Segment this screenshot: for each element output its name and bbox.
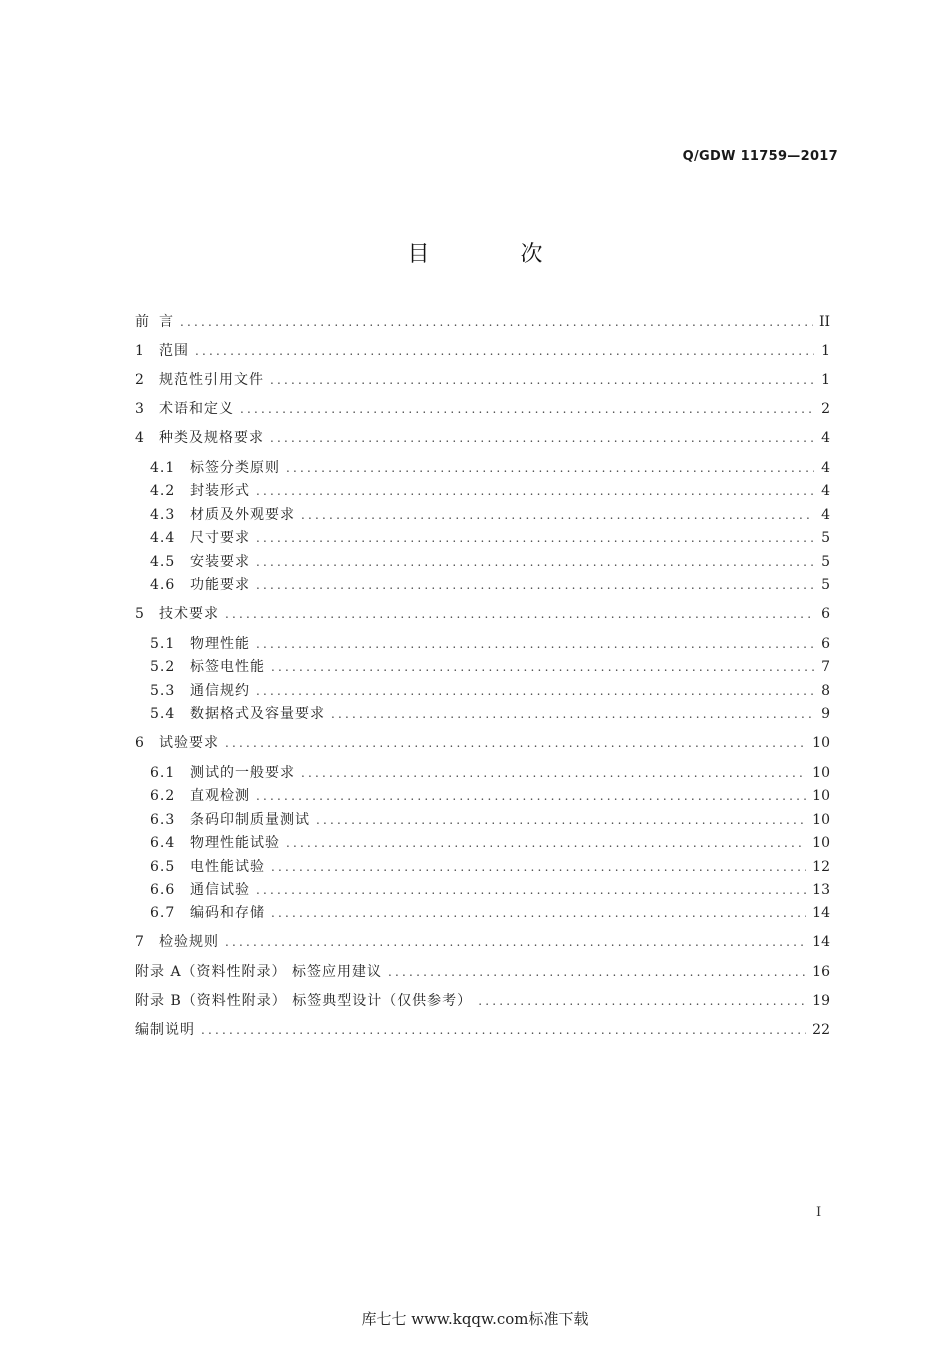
toc-entry-page: 22	[812, 1022, 830, 1038]
toc-entry-page: 5	[821, 554, 830, 570]
toc-entry-label: 尺寸要求	[190, 530, 250, 546]
toc-entry-page: 1	[821, 343, 830, 359]
toc-entry-number: 5.3	[150, 683, 176, 699]
toc-entry-number: 5	[135, 606, 144, 622]
toc-entry-page: 6	[821, 636, 830, 652]
toc-entry-label: 规范性引用文件	[159, 372, 264, 388]
toc-entry-page: 9	[821, 706, 830, 722]
toc-entry-label: 技术要求	[159, 606, 219, 622]
toc-entry[interactable]	[150, 505, 830, 525]
toc-entry-page: 10	[812, 765, 830, 781]
toc-entry[interactable]	[150, 552, 830, 572]
toc-entry-label: 材质及外观要求	[190, 507, 295, 523]
toc-dot-leader	[256, 786, 806, 806]
toc-entry[interactable]	[135, 991, 830, 1011]
toc-dot-leader	[225, 604, 814, 624]
toc-entry[interactable]	[135, 341, 830, 361]
toc-entry-number: 6.4	[150, 835, 176, 851]
toc-entry-label: 附录 A（资料性附录） 标签应用建议	[135, 964, 383, 980]
toc-entry[interactable]	[135, 733, 830, 753]
toc-entry-label: 标签分类原则	[190, 460, 280, 476]
toc-entry-label: 检验规则	[159, 934, 219, 950]
toc-entry-page: 8	[821, 683, 830, 699]
toc-dot-leader	[301, 505, 814, 525]
toc-entry-label: 试验要求	[159, 735, 219, 751]
toc-entry-number: 6	[135, 735, 144, 751]
toc-entry[interactable]	[150, 657, 830, 677]
toc-dot-leader	[225, 733, 806, 753]
toc-dot-leader	[256, 575, 814, 595]
toc-entry-page: 6	[821, 606, 830, 622]
toc-dot-leader	[271, 657, 814, 677]
toc-entry-number: 6.7	[150, 905, 176, 921]
toc-entry-label: 术语和定义	[159, 401, 234, 417]
toc-entry-number: 4.2	[150, 483, 176, 499]
toc-entry-number: 6.1	[150, 765, 176, 781]
toc-entry-label: 安装要求	[190, 554, 250, 570]
toc-entry[interactable]	[135, 962, 830, 982]
toc-entry-label: 直观检测	[190, 788, 250, 804]
toc-entry[interactable]	[150, 903, 830, 923]
toc-entry-label: 封装形式	[190, 483, 250, 499]
toc-entry-label: 通信规约	[190, 683, 250, 699]
toc-entry-page: 7	[821, 659, 830, 675]
toc-entry-label: 测试的一般要求	[190, 765, 295, 781]
toc-entry-page: 1	[821, 372, 830, 388]
toc-entry-page: 4	[821, 430, 830, 446]
toc-dot-leader	[256, 528, 814, 548]
toc-dot-leader	[256, 681, 814, 701]
toc-entry-page: 10	[812, 788, 830, 804]
toc-entry-label: 物理性能	[190, 636, 250, 652]
page-number: I	[816, 1205, 822, 1220]
toc-dot-leader	[256, 634, 814, 654]
toc-dot-leader	[270, 428, 814, 448]
toc-entry[interactable]	[150, 528, 830, 548]
toc-entry-number: 6.6	[150, 882, 176, 898]
toc-entry-label: 物理性能试验	[190, 835, 280, 851]
toc-entry-label: 条码印制质量测试	[190, 812, 310, 828]
toc-entry-page: 4	[821, 460, 830, 476]
toc-entry[interactable]	[150, 810, 830, 830]
toc-dot-leader	[286, 458, 814, 478]
toc-entry-label: 编码和存储	[190, 905, 265, 921]
toc-dot-leader	[286, 833, 806, 853]
standard-code: Q/GDW 11759—2017	[682, 149, 838, 164]
toc-entry[interactable]	[150, 786, 830, 806]
toc-entry-number: 4.3	[150, 507, 176, 523]
toc-entry[interactable]	[150, 681, 830, 701]
toc-entry[interactable]	[150, 857, 830, 877]
toc-entry-page: 4	[821, 507, 830, 523]
toc-dot-leader	[225, 932, 806, 952]
toc-entry[interactable]	[150, 704, 830, 724]
toc-dot-leader	[240, 399, 814, 419]
toc-dot-leader	[316, 810, 806, 830]
toc-entry-page: 13	[812, 882, 830, 898]
toc-entry-label: 种类及规格要求	[159, 430, 264, 446]
toc-entry[interactable]	[135, 312, 830, 332]
toc-entry-number: 5.2	[150, 659, 176, 675]
toc-entry-page: 4	[821, 483, 830, 499]
toc-entry-number: 6.3	[150, 812, 176, 828]
toc-dot-leader	[388, 962, 806, 982]
toc-entry-number: 2	[135, 372, 144, 388]
toc-dot-leader	[301, 763, 806, 783]
toc-entry-label: 功能要求	[190, 577, 250, 593]
toc-entry-number: 6.2	[150, 788, 176, 804]
toc-entry-number: 前	[135, 314, 149, 330]
toc-entry-page: 14	[812, 905, 830, 921]
toc-entry[interactable]	[135, 1020, 830, 1040]
toc-entry[interactable]	[150, 880, 830, 900]
toc-entry-number: 3	[135, 401, 144, 417]
toc-entry-label: 范围	[159, 343, 189, 359]
toc-entry-label: 数据格式及容量要求	[190, 706, 325, 722]
toc-dot-leader	[201, 1020, 806, 1040]
toc-dot-leader	[271, 857, 806, 877]
toc-entry-label: 电性能试验	[190, 859, 265, 875]
toc-dot-leader	[270, 370, 814, 390]
toc-entry-number: 6.5	[150, 859, 176, 875]
toc-entry-number: 4.5	[150, 554, 176, 570]
toc-dot-leader	[180, 312, 813, 332]
toc-entry-page: 10	[812, 812, 830, 828]
toc-entry[interactable]	[150, 833, 830, 853]
toc-entry-page: 14	[812, 934, 830, 950]
toc-entry[interactable]	[150, 763, 830, 783]
toc-entry-label: 附录 B（资料性附录） 标签典型设计（仅供参考）	[135, 993, 473, 1009]
toc-entry[interactable]	[150, 481, 830, 501]
toc-entry-number: 4	[135, 430, 144, 446]
page-title: 目 次	[407, 242, 585, 267]
toc-entry-page: 5	[821, 577, 830, 593]
toc-dot-leader	[195, 341, 814, 361]
toc-dot-leader	[256, 481, 814, 501]
toc-entry-page: 16	[812, 964, 830, 980]
toc-entry-number: 4.1	[150, 460, 176, 476]
toc-entry[interactable]	[135, 428, 830, 448]
toc-entry-label: 言	[159, 314, 174, 330]
toc-entry-label: 通信试验	[190, 882, 250, 898]
toc-entry-number: 7	[135, 934, 144, 950]
toc-entry[interactable]	[135, 604, 830, 624]
toc-entry-number: 5.4	[150, 706, 176, 722]
toc-entry[interactable]	[135, 370, 830, 390]
footer-watermark[interactable]: 库七七 www.kqqw.com标准下载	[361, 1310, 589, 1328]
toc-entry[interactable]	[150, 458, 830, 478]
toc-entry-page: 2	[821, 401, 830, 417]
toc-entry-page: II	[818, 314, 830, 330]
toc-dot-leader	[256, 880, 806, 900]
toc-entry[interactable]	[135, 399, 830, 419]
toc-entry-number: 4.4	[150, 530, 176, 546]
toc-entry-number: 4.6	[150, 577, 176, 593]
toc-entry[interactable]	[150, 575, 830, 595]
toc-dot-leader	[331, 704, 814, 724]
toc-entry-page: 19	[812, 993, 830, 1009]
toc-entry-page: 5	[821, 530, 830, 546]
toc-dot-leader	[478, 991, 806, 1011]
toc-dot-leader	[271, 903, 806, 923]
toc-entry[interactable]	[150, 634, 830, 654]
toc-entry-number: 5.1	[150, 636, 176, 652]
toc-entry-label: 标签电性能	[190, 659, 265, 675]
toc-entry-page: 10	[812, 735, 830, 751]
toc-dot-leader	[256, 552, 814, 572]
toc-entry[interactable]	[135, 932, 830, 952]
toc-entry-number: 1	[135, 343, 144, 359]
toc-entry-label: 编制说明	[135, 1022, 195, 1038]
toc-entry-page: 12	[812, 859, 830, 875]
toc-entry-page: 10	[812, 835, 830, 851]
